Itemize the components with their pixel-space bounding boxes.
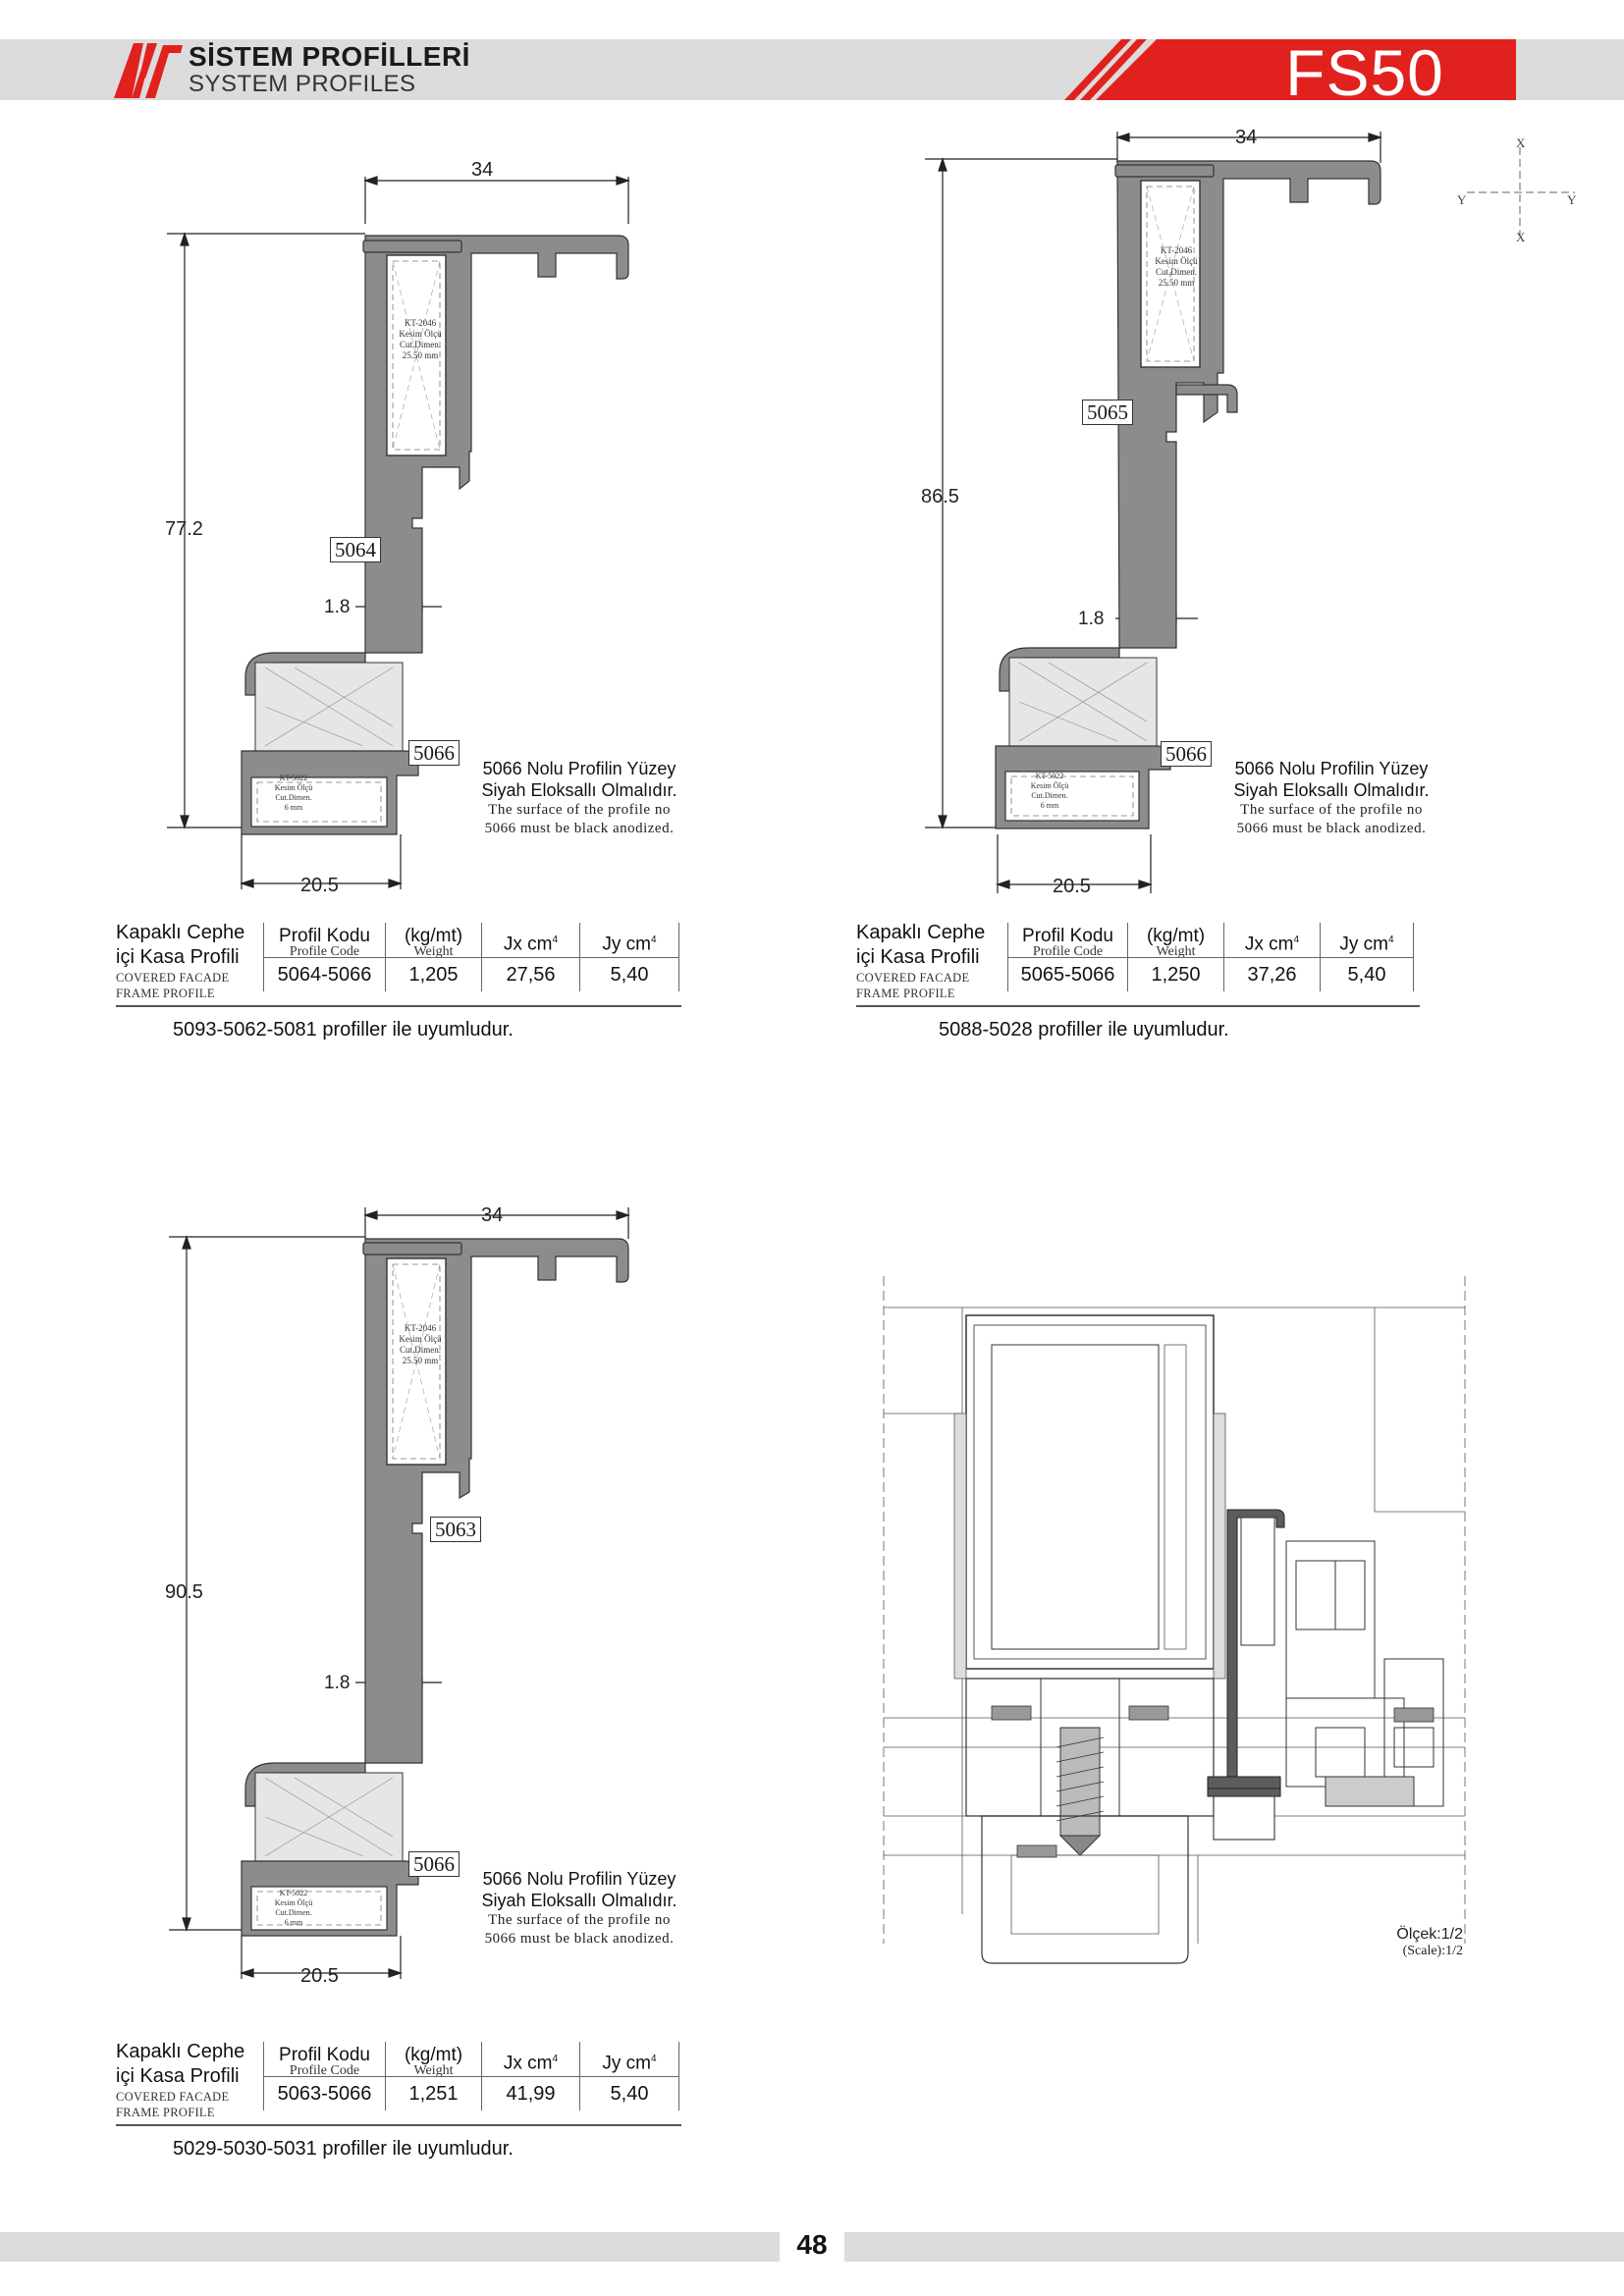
kt-bottom-line: 6 mm — [284, 1918, 303, 1927]
header-jx-sup: 4 — [552, 2054, 559, 2064]
header-weight-en: Weight — [1156, 944, 1196, 959]
header-jy-sup: 4 — [651, 2054, 657, 2064]
profile-code-lower: 5066 — [408, 1851, 460, 1877]
note-en-line: The surface of the profile no — [488, 802, 671, 818]
header-jy-sup: 4 — [1388, 934, 1394, 945]
note-en-line: The surface of the profile no — [488, 1912, 671, 1928]
kt-bottom-line: 6 mm — [284, 803, 303, 812]
table-grid — [263, 2042, 679, 2110]
kt-bottom-line: KT-5022 — [279, 1889, 308, 1897]
header-weight: (kg/mt) — [1146, 926, 1206, 946]
kt-bottom-line: Cut.Dimen. — [1031, 791, 1068, 800]
dim-thickness: 1.8 — [324, 597, 351, 617]
cell-jx: 37,26 — [1224, 957, 1320, 991]
kt-top-line: 25.50 mm — [1158, 278, 1195, 288]
assembly-section-drawing — [864, 1266, 1473, 1973]
page-number: 48 — [780, 2224, 844, 2266]
col-weight — [1127, 923, 1223, 991]
profile-code-lower: 5066 — [1161, 741, 1212, 767]
profile-code-upper: 5064 — [330, 537, 381, 562]
col-jx — [1223, 923, 1320, 991]
table-title-en: COVERED FACADE — [116, 2090, 230, 2104]
kt-top-line: Kesim Ölçü — [399, 1334, 442, 1344]
cell-jx: 27,56 — [482, 957, 579, 991]
header-jx: Jx cm — [1244, 934, 1294, 955]
kt-top-line: 25.50 mm — [402, 350, 439, 360]
kt-bottom-line: Kesim Ölçü — [274, 783, 313, 792]
header-profile-code: Profil Kodu — [279, 2045, 370, 2065]
dim-width: 34 — [471, 159, 494, 181]
surface-note — [461, 1868, 697, 1949]
header-jx: Jx cm — [503, 2053, 553, 2074]
kt-label-top — [391, 1323, 450, 1366]
header-profile-code: Profil Kodu — [279, 926, 370, 946]
header-weight-en: Weight — [413, 944, 454, 959]
kt-bottom-line: Cut.Dimen. — [275, 793, 312, 802]
kt-bottom-line: KT-5022 — [1035, 772, 1064, 780]
dim-height: 90.5 — [165, 1581, 203, 1603]
header-jx-sup: 4 — [552, 934, 559, 945]
col-jy — [579, 923, 679, 991]
note-en-line: 5066 must be black anodized. — [1236, 821, 1427, 836]
header-jy: Jy cm — [1339, 934, 1389, 955]
kt-top-line: Cut.Dimen. — [400, 340, 441, 349]
note-en-line: The surface of the profile no — [1240, 802, 1423, 818]
note-en-line: 5066 must be black anodized. — [484, 1931, 675, 1947]
kt-top-line: KT-2046 — [1160, 245, 1193, 255]
col-jx — [481, 2042, 579, 2110]
series-title: FS50 — [1285, 36, 1444, 109]
scale-tr: Ölçek:1/2 — [1396, 1926, 1463, 1943]
note-en-line: 5066 must be black anodized. — [484, 821, 675, 836]
header-jy-sup: 4 — [651, 934, 657, 945]
kt-top-line: Cut.Dimen. — [400, 1345, 441, 1355]
header-jx-sup: 4 — [1293, 934, 1300, 945]
col-profile-code — [263, 923, 385, 991]
surface-note — [1214, 758, 1449, 838]
table-grid — [1007, 923, 1420, 991]
col-weight — [385, 923, 481, 991]
axis-x-top: X — [1516, 135, 1526, 150]
dim-base-width: 20.5 — [1053, 876, 1091, 897]
dim-base-width: 20.5 — [300, 875, 339, 896]
kt-bottom-line: Cut.Dimen. — [275, 1908, 312, 1917]
note-tr-line: 5066 Nolu Profilin Yüzey — [482, 1869, 677, 1889]
brand-title-en: SYSTEM PROFILES — [189, 71, 416, 97]
kt-bottom-line: 6 mm — [1040, 801, 1059, 810]
axes-symbol — [1453, 137, 1591, 245]
table-title-tr: içi Kasa Profili — [856, 946, 980, 968]
note-tr-line: 5066 Nolu Profilin Yüzey — [1234, 759, 1429, 778]
cell-weight: 1,250 — [1128, 957, 1223, 991]
table-title-en: COVERED FACADE — [116, 971, 230, 985]
kt-bottom-line: Kesim Ölçü — [1030, 781, 1069, 790]
table-title-en: FRAME PROFILE — [856, 987, 955, 1000]
kt-top-line: Kesim Ölçü — [1155, 256, 1198, 266]
dim-thickness: 1.8 — [1078, 609, 1105, 629]
note-tr-line: Siyah Eloksallı Olmalıdır. — [1233, 780, 1430, 800]
header-jy: Jy cm — [602, 934, 652, 955]
table-title-en: FRAME PROFILE — [116, 2106, 215, 2119]
axis-y-left: Y — [1457, 192, 1467, 207]
compatibility-note: 5093-5062-5081 profiller ile uyumludur. — [173, 1019, 514, 1041]
cell-jy: 5,40 — [580, 957, 678, 991]
header-jy: Jy cm — [602, 2053, 652, 2074]
profile-table-1 — [116, 921, 681, 999]
kt-top-line: Kesim Ölçü — [399, 329, 442, 339]
table-title — [116, 921, 263, 1001]
col-jx — [481, 923, 579, 991]
table-title-tr: içi Kasa Profili — [116, 946, 240, 968]
kt-label-top — [391, 318, 450, 361]
kt-top-line: 25.50 mm — [402, 1356, 439, 1365]
kt-top-line: KT-2046 — [404, 318, 437, 328]
table-title-tr: Kapaklı Cephe — [116, 2041, 245, 2062]
kt-bottom-line: Kesim Ölçü — [274, 1898, 313, 1907]
note-tr-line: Siyah Eloksallı Olmalıdır. — [481, 1891, 677, 1910]
scale-en: (Scale):1/2 — [1402, 1944, 1463, 1958]
table-title-en: COVERED FACADE — [856, 971, 970, 985]
kt-label-top — [1147, 245, 1206, 289]
table-bottom-rule — [116, 2124, 681, 2126]
table-title — [856, 921, 1003, 1001]
header-profile-code-en: Profile Code — [289, 944, 360, 959]
axis-y-right: Y — [1567, 192, 1577, 207]
table-title-tr: Kapaklı Cephe — [856, 922, 986, 943]
profile-code-lower: 5066 — [408, 740, 460, 766]
compatibility-note: 5029-5030-5031 profiller ile uyumludur. — [173, 2138, 514, 2160]
table-bottom-rule — [116, 1005, 681, 1007]
cell-profile-code: 5065-5066 — [1008, 957, 1127, 991]
dim-height: 77.2 — [165, 518, 203, 540]
col-profile-code — [263, 2042, 385, 2110]
kt-bottom-line: KT-5022 — [279, 774, 308, 782]
table-bottom-rule — [856, 1005, 1420, 1007]
table-grid — [263, 923, 679, 991]
table-title-en: FRAME PROFILE — [116, 987, 215, 1000]
profile-table-3 — [116, 2040, 681, 2118]
cell-jx: 41,99 — [482, 2076, 579, 2110]
company-logo — [108, 39, 187, 100]
table-title — [116, 2040, 263, 2120]
table-title-tr: içi Kasa Profili — [116, 2065, 240, 2087]
col-weight — [385, 2042, 481, 2110]
cell-weight: 1,205 — [386, 957, 481, 991]
note-tr-line: Siyah Eloksallı Olmalıdır. — [481, 780, 677, 800]
profile-table-2 — [856, 921, 1422, 999]
cell-profile-code: 5064-5066 — [264, 957, 385, 991]
cell-weight: 1,251 — [386, 2076, 481, 2110]
header-weight-en: Weight — [413, 2063, 454, 2078]
dim-height: 86.5 — [921, 486, 959, 507]
cell-profile-code: 5063-5066 — [264, 2076, 385, 2110]
header-weight: (kg/mt) — [404, 2045, 463, 2065]
kt-label-bottom — [261, 1889, 326, 1928]
header-profile-code: Profil Kodu — [1022, 926, 1113, 946]
header-jx: Jx cm — [503, 934, 553, 955]
table-title-tr: Kapaklı Cephe — [116, 922, 245, 943]
kt-label-bottom — [261, 774, 326, 813]
axis-x-bottom: X — [1516, 230, 1526, 244]
dim-thickness: 1.8 — [324, 1673, 351, 1693]
profile-code-upper: 5065 — [1082, 400, 1133, 425]
dim-width: 34 — [481, 1204, 504, 1226]
scale-label — [1286, 1926, 1463, 1959]
kt-top-line: Cut.Dimen. — [1156, 267, 1197, 277]
dim-base-width: 20.5 — [300, 1965, 339, 1983]
dim-width: 34 — [1235, 127, 1258, 148]
kt-top-line: KT-2046 — [404, 1323, 437, 1333]
col-jy — [1320, 923, 1414, 991]
kt-label-bottom — [1017, 772, 1082, 811]
profile-code-upper: 5063 — [430, 1517, 481, 1542]
cell-jy: 5,40 — [580, 2076, 678, 2110]
col-jy — [579, 2042, 679, 2110]
header-profile-code-en: Profile Code — [1032, 944, 1104, 959]
brand-title-tr: SİSTEM PROFİLLERİ — [189, 41, 470, 72]
surface-note — [461, 758, 697, 838]
compatibility-note: 5088-5028 profiller ile uyumludur. — [939, 1019, 1229, 1041]
header-weight: (kg/mt) — [404, 926, 463, 946]
note-tr-line: 5066 Nolu Profilin Yüzey — [482, 759, 677, 778]
cell-jy: 5,40 — [1321, 957, 1413, 991]
col-profile-code — [1007, 923, 1127, 991]
header-profile-code-en: Profile Code — [289, 2063, 360, 2078]
